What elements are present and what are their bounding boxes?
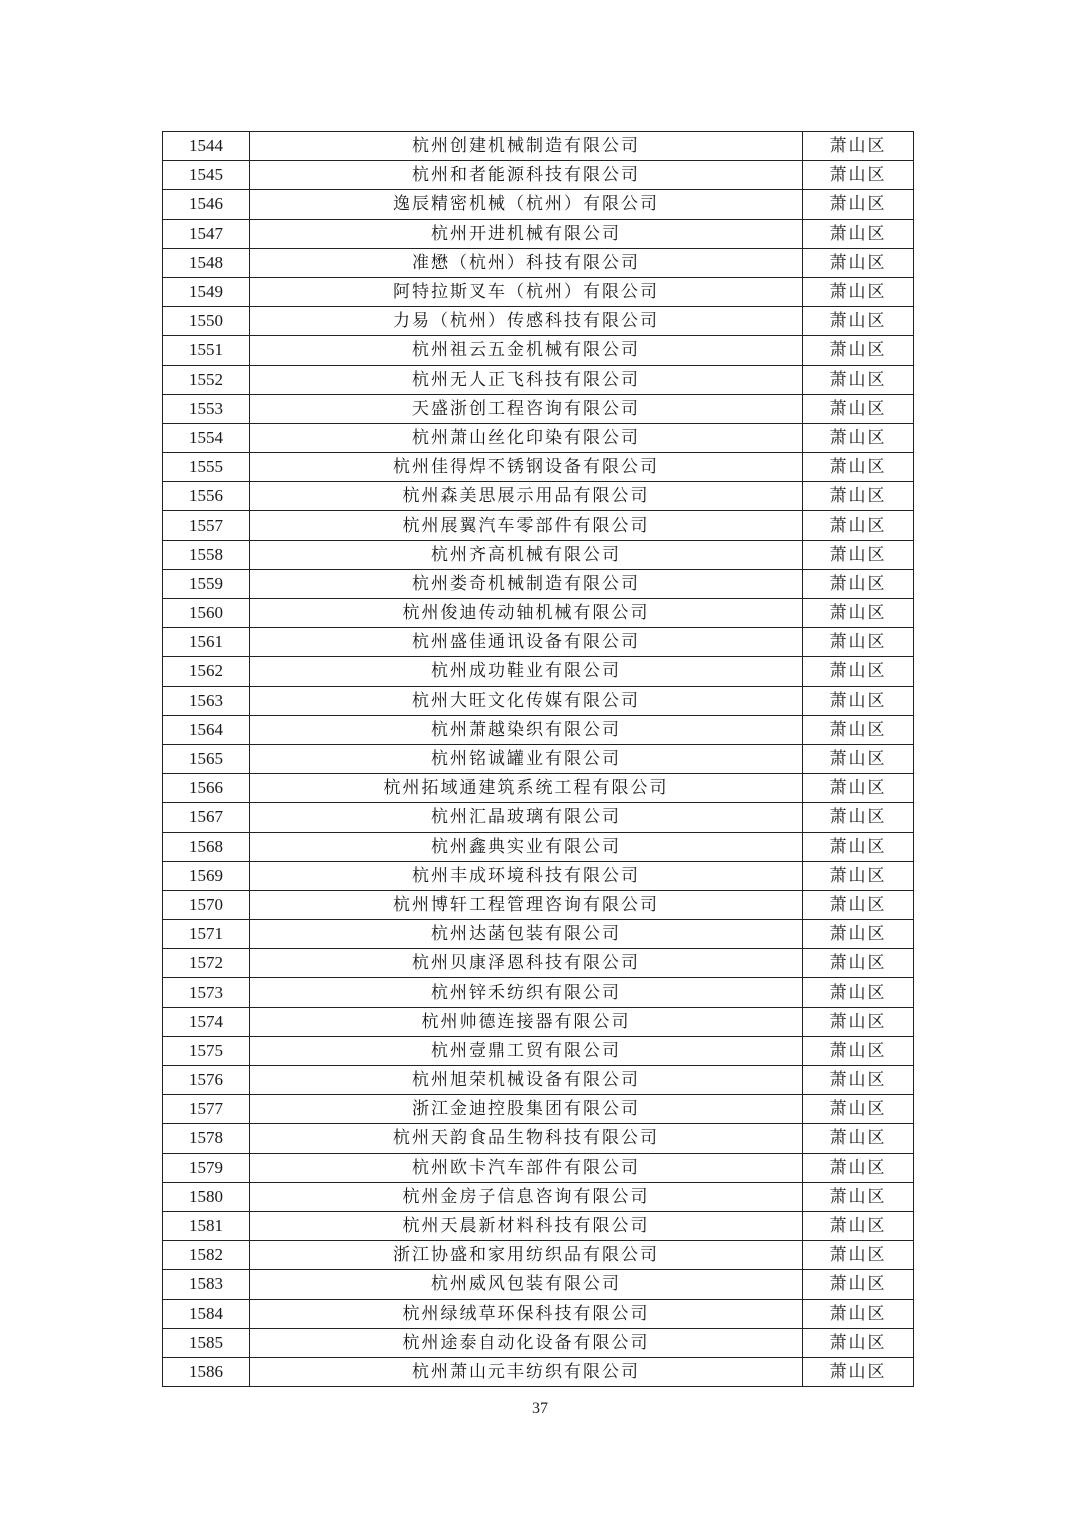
row-number: 1578 [163, 1124, 250, 1153]
company-name: 杭州天韵食品生物科技有限公司 [250, 1124, 803, 1153]
district: 萧山区 [803, 132, 914, 161]
table-row [163, 540, 914, 569]
company-name: 杭州丰成环境科技有限公司 [250, 861, 803, 890]
table-row [163, 744, 914, 773]
row-number: 1550 [163, 307, 250, 336]
row-number: 1574 [163, 1007, 250, 1036]
row-number: 1580 [163, 1182, 250, 1211]
row-number: 1548 [163, 248, 250, 277]
company-name: 杭州壹鼎工贸有限公司 [250, 1036, 803, 1065]
district: 萧山区 [803, 1095, 914, 1124]
table-row [163, 978, 914, 1007]
district: 萧山区 [803, 540, 914, 569]
company-name: 杭州旭荣机械设备有限公司 [250, 1066, 803, 1095]
table-body [163, 132, 914, 1387]
company-name: 杭州齐高机械有限公司 [250, 540, 803, 569]
company-name: 杭州汇晶玻璃有限公司 [250, 803, 803, 832]
company-name: 杭州绿绒草环保科技有限公司 [250, 1299, 803, 1328]
row-number: 1569 [163, 861, 250, 890]
company-name: 杭州盛佳通讯设备有限公司 [250, 628, 803, 657]
company-name: 杭州成功鞋业有限公司 [250, 657, 803, 686]
company-name: 杭州天晨新材料科技有限公司 [250, 1211, 803, 1240]
table-row [163, 190, 914, 219]
table-row [163, 686, 914, 715]
district: 萧山区 [803, 248, 914, 277]
company-name: 杭州萧山元丰纺织有限公司 [250, 1357, 803, 1386]
row-number: 1581 [163, 1211, 250, 1240]
row-number: 1547 [163, 219, 250, 248]
row-number: 1563 [163, 686, 250, 715]
row-number: 1557 [163, 511, 250, 540]
row-number: 1564 [163, 715, 250, 744]
row-number: 1555 [163, 453, 250, 482]
company-name: 杭州拓域通建筑系统工程有限公司 [250, 774, 803, 803]
district: 萧山区 [803, 803, 914, 832]
district: 萧山区 [803, 1036, 914, 1065]
table-row [163, 1153, 914, 1182]
district: 萧山区 [803, 978, 914, 1007]
table-row [163, 511, 914, 540]
company-name: 杭州佳得焊不锈钢设备有限公司 [250, 453, 803, 482]
company-name: 杭州威风包装有限公司 [250, 1270, 803, 1299]
district: 萧山区 [803, 423, 914, 452]
row-number: 1579 [163, 1153, 250, 1182]
row-number: 1584 [163, 1299, 250, 1328]
table-row [163, 774, 914, 803]
company-name: 杭州展翼汽车零部件有限公司 [250, 511, 803, 540]
district: 萧山区 [803, 1153, 914, 1182]
district: 萧山区 [803, 628, 914, 657]
district: 萧山区 [803, 832, 914, 861]
district: 萧山区 [803, 861, 914, 890]
district: 萧山区 [803, 657, 914, 686]
district: 萧山区 [803, 920, 914, 949]
page-number: 37 [532, 1400, 548, 1417]
table-row [163, 482, 914, 511]
row-number: 1556 [163, 482, 250, 511]
company-name: 杭州铭诚罐业有限公司 [250, 744, 803, 773]
row-number: 1573 [163, 978, 250, 1007]
district: 萧山区 [803, 569, 914, 598]
table-row [163, 219, 914, 248]
company-name: 杭州鑫典实业有限公司 [250, 832, 803, 861]
company-name: 杭州达菡包装有限公司 [250, 920, 803, 949]
row-number: 1575 [163, 1036, 250, 1065]
row-number: 1572 [163, 949, 250, 978]
company-name: 杭州帅德连接器有限公司 [250, 1007, 803, 1036]
table-row [163, 1241, 914, 1270]
table-row [163, 1095, 914, 1124]
table-row [163, 365, 914, 394]
district: 萧山区 [803, 1066, 914, 1095]
company-name: 杭州萧越染织有限公司 [250, 715, 803, 744]
table-row [163, 423, 914, 452]
district: 萧山区 [803, 744, 914, 773]
district: 萧山区 [803, 394, 914, 423]
table-row [163, 569, 914, 598]
company-name: 杭州金房子信息咨询有限公司 [250, 1182, 803, 1211]
district: 萧山区 [803, 774, 914, 803]
row-number: 1568 [163, 832, 250, 861]
company-name: 杭州娄奇机械制造有限公司 [250, 569, 803, 598]
table-row [163, 1211, 914, 1240]
district: 萧山区 [803, 1270, 914, 1299]
company-name: 杭州大旺文化传媒有限公司 [250, 686, 803, 715]
table-row [163, 715, 914, 744]
row-number: 1559 [163, 569, 250, 598]
district: 萧山区 [803, 336, 914, 365]
company-name: 杭州欧卡汽车部件有限公司 [250, 1153, 803, 1182]
company-name: 逸辰精密机械（杭州）有限公司 [250, 190, 803, 219]
company-name: 阿特拉斯叉车（杭州）有限公司 [250, 277, 803, 306]
table-row [163, 1182, 914, 1211]
company-name: 杭州途泰自动化设备有限公司 [250, 1328, 803, 1357]
table-row [163, 307, 914, 336]
district: 萧山区 [803, 599, 914, 628]
company-name: 杭州锌禾纺织有限公司 [250, 978, 803, 1007]
table-row [163, 1299, 914, 1328]
row-number: 1586 [163, 1357, 250, 1386]
district: 萧山区 [803, 1328, 914, 1357]
row-number: 1553 [163, 394, 250, 423]
company-name: 杭州森美思展示用品有限公司 [250, 482, 803, 511]
company-name: 杭州和者能源科技有限公司 [250, 161, 803, 190]
row-number: 1566 [163, 774, 250, 803]
table-row [163, 161, 914, 190]
row-number: 1567 [163, 803, 250, 832]
company-name: 杭州开进机械有限公司 [250, 219, 803, 248]
row-number: 1544 [163, 132, 250, 161]
company-name: 杭州创建机械制造有限公司 [250, 132, 803, 161]
district: 萧山区 [803, 219, 914, 248]
row-number: 1562 [163, 657, 250, 686]
table-row [163, 248, 914, 277]
row-number: 1585 [163, 1328, 250, 1357]
table-row [163, 336, 914, 365]
table-row [163, 394, 914, 423]
company-name: 天盛浙创工程咨询有限公司 [250, 394, 803, 423]
company-table [162, 131, 914, 1387]
district: 萧山区 [803, 1007, 914, 1036]
table-row [163, 1328, 914, 1357]
row-number: 1545 [163, 161, 250, 190]
company-name: 杭州祖云五金机械有限公司 [250, 336, 803, 365]
table-row [163, 890, 914, 919]
company-name: 浙江金迪控股集团有限公司 [250, 1095, 803, 1124]
company-name: 杭州俊迪传动轴机械有限公司 [250, 599, 803, 628]
table-row [163, 277, 914, 306]
company-name: 力易（杭州）传感科技有限公司 [250, 307, 803, 336]
company-name: 杭州无人正飞科技有限公司 [250, 365, 803, 394]
row-number: 1570 [163, 890, 250, 919]
district: 萧山区 [803, 277, 914, 306]
district: 萧山区 [803, 1211, 914, 1240]
row-number: 1582 [163, 1241, 250, 1270]
table-row [163, 1357, 914, 1386]
district: 萧山区 [803, 190, 914, 219]
row-number: 1546 [163, 190, 250, 219]
row-number: 1551 [163, 336, 250, 365]
district: 萧山区 [803, 1241, 914, 1270]
table-row [163, 1066, 914, 1095]
table-row [163, 628, 914, 657]
table-row [163, 861, 914, 890]
table-row [163, 949, 914, 978]
row-number: 1560 [163, 599, 250, 628]
district: 萧山区 [803, 1357, 914, 1386]
row-number: 1552 [163, 365, 250, 394]
table-row [163, 657, 914, 686]
row-number: 1549 [163, 277, 250, 306]
company-name: 杭州博轩工程管理咨询有限公司 [250, 890, 803, 919]
company-name: 准懋（杭州）科技有限公司 [250, 248, 803, 277]
district: 萧山区 [803, 1124, 914, 1153]
row-number: 1571 [163, 920, 250, 949]
district: 萧山区 [803, 511, 914, 540]
company-name: 杭州贝康泽恩科技有限公司 [250, 949, 803, 978]
table-row [163, 920, 914, 949]
row-number: 1577 [163, 1095, 250, 1124]
district: 萧山区 [803, 686, 914, 715]
table-row [163, 832, 914, 861]
district: 萧山区 [803, 161, 914, 190]
table-row [163, 1036, 914, 1065]
table-row [163, 1270, 914, 1299]
row-number: 1554 [163, 423, 250, 452]
row-number: 1583 [163, 1270, 250, 1299]
district: 萧山区 [803, 1299, 914, 1328]
table-row [163, 803, 914, 832]
company-name: 杭州萧山丝化印染有限公司 [250, 423, 803, 452]
district: 萧山区 [803, 1182, 914, 1211]
district: 萧山区 [803, 365, 914, 394]
row-number: 1561 [163, 628, 250, 657]
district: 萧山区 [803, 482, 914, 511]
district: 萧山区 [803, 715, 914, 744]
district: 萧山区 [803, 949, 914, 978]
table-row [163, 599, 914, 628]
table-row [163, 1124, 914, 1153]
table-row [163, 1007, 914, 1036]
table-row [163, 132, 914, 161]
district: 萧山区 [803, 453, 914, 482]
row-number: 1558 [163, 540, 250, 569]
company-name: 浙江协盛和家用纺织品有限公司 [250, 1241, 803, 1270]
table-row [163, 453, 914, 482]
district: 萧山区 [803, 307, 914, 336]
district: 萧山区 [803, 890, 914, 919]
row-number: 1565 [163, 744, 250, 773]
row-number: 1576 [163, 1066, 250, 1095]
